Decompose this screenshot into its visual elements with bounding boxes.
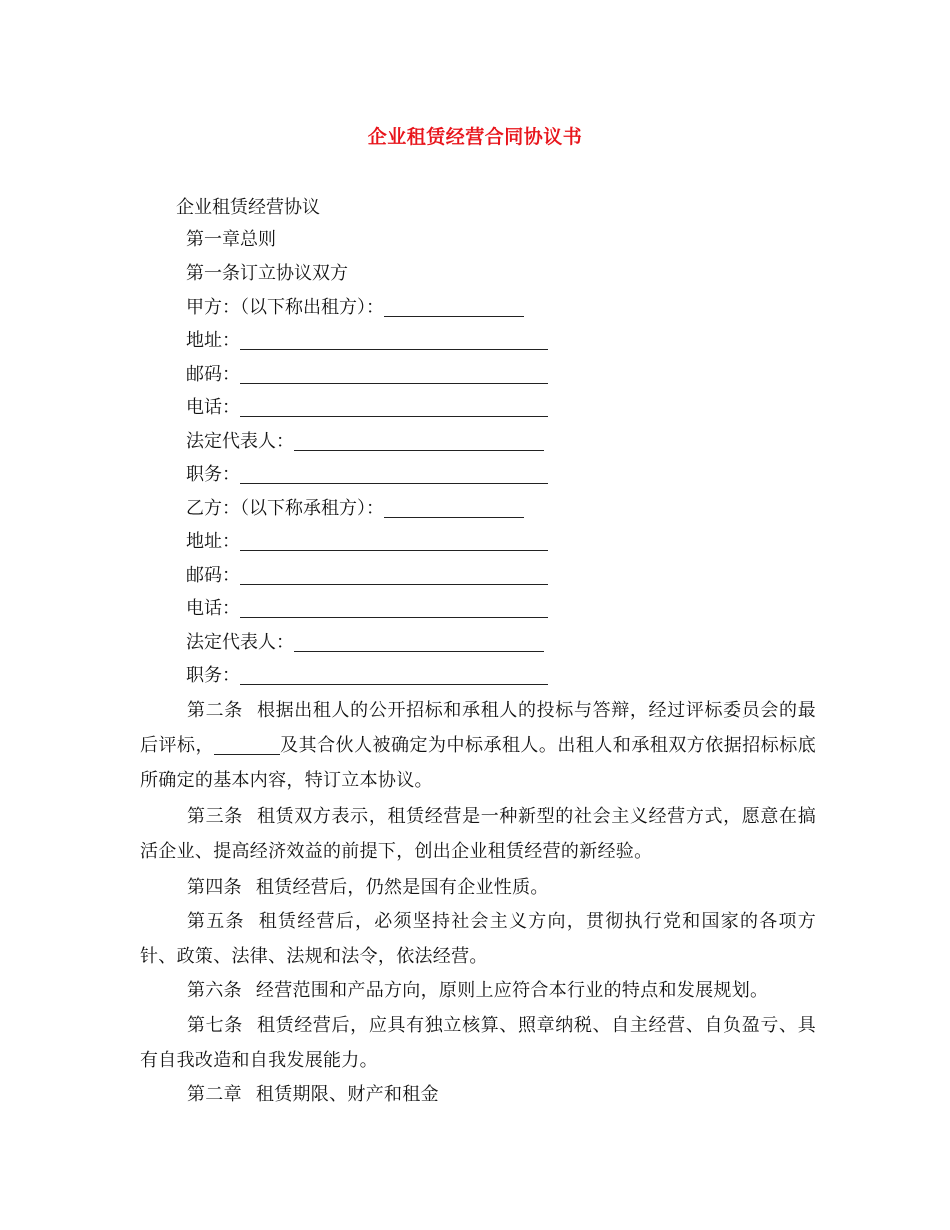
article-3-text: 租赁双方表示，租赁经营是一种新型的社会主义经营方式，愿意在搞活企业、提高经济效益的前提下，创出企业租赁经营的新经验。 <box>140 806 817 862</box>
article-7-text: 租赁经营后，应具有独立核算、照章纳税、自主经营、自负盈亏、具有自我改造和自我发展能力。 <box>140 1015 817 1071</box>
party-a-legal-rep-label: 法定代表人： <box>186 431 294 452</box>
party-a-position-row <box>186 463 548 487</box>
party-a-address-row <box>186 329 548 353</box>
party-b-label: 乙方：（以下称承租方）： <box>186 498 384 519</box>
party-a-postcode-row <box>186 363 548 387</box>
party-a-phone-row <box>186 396 548 420</box>
party-a-phone-label: 电话： <box>186 397 240 418</box>
party-b-legal-rep-label: 法定代表人： <box>186 632 294 653</box>
article-2-number: 第二条 <box>187 700 243 721</box>
agreement-name: 企业租赁经营协议 <box>176 197 320 218</box>
article-7-number: 第七条 <box>187 1015 243 1036</box>
article-4-number: 第四条 <box>187 877 242 898</box>
party-a-label: 甲方：（以下称出租方）： <box>186 297 384 318</box>
party-b-row <box>186 497 524 521</box>
party-a-postcode-label: 邮码： <box>186 364 240 385</box>
party-b-postcode-label: 邮码： <box>186 565 240 586</box>
party-b-phone-label: 电话： <box>186 598 240 619</box>
chapter-2-number: 第二章 <box>187 1084 242 1105</box>
document-title: 企业租赁经营合同协议书 <box>367 126 583 148</box>
party-b-legal-rep-blank <box>294 632 544 652</box>
party-a-legal-rep-blank <box>294 431 544 451</box>
article-5-text: 租赁经营后，必须坚持社会主义方向，贯彻执行党和国家的各项方针、政策、法律、法规和法令，依法经营。 <box>140 911 816 967</box>
party-a-blank <box>384 297 524 317</box>
article-4-text: 租赁经营后，仍然是国有企业性质。 <box>255 877 549 898</box>
article-2-blank <box>214 736 280 755</box>
party-b-address-blank <box>240 531 548 551</box>
party-a-position-blank <box>240 464 548 484</box>
chapter-1-heading: 第一章总则 <box>186 229 276 250</box>
party-a-address-blank <box>240 330 548 350</box>
chapter-2-text: 租赁期限、财产和租金 <box>255 1084 439 1105</box>
article-3-number: 第三条 <box>187 806 243 827</box>
party-a-phone-blank <box>240 397 548 417</box>
article-1-heading: 第一条订立协议双方 <box>186 263 348 284</box>
article-6-text: 经营范围和产品方向，原则上应符合本行业的特点和发展规划。 <box>255 980 769 1001</box>
article-2 <box>140 693 816 798</box>
article-4 <box>140 870 816 905</box>
party-b-address-row <box>186 530 548 554</box>
article-7 <box>140 1008 816 1078</box>
party-b-blank <box>384 498 524 518</box>
party-b-position-row <box>186 664 548 688</box>
article-6 <box>140 973 816 1008</box>
party-b-postcode-row <box>186 564 548 588</box>
article-5 <box>140 904 816 974</box>
article-2-text-1: 根据出租人的公开招标和承租人的投标与答辩，经过评标委员会的最后评标， <box>140 700 817 756</box>
party-b-phone-row <box>186 597 548 621</box>
party-a-legal-rep-row <box>186 430 544 454</box>
party-b-postcode-blank <box>240 565 548 585</box>
party-a-row <box>186 296 524 320</box>
chapter-2-heading <box>140 1077 816 1112</box>
article-6-number: 第六条 <box>187 980 242 1001</box>
party-b-position-blank <box>240 665 548 685</box>
party-b-legal-rep-row <box>186 631 544 655</box>
article-2-text-2: 及其合伙人被确定为中标承租人。出租人和承租双方依据招标标底所确定的基本内容，特订立本协议。 <box>140 735 817 791</box>
party-a-postcode-blank <box>240 364 548 384</box>
party-a-address-label: 地址： <box>186 330 240 351</box>
party-a-position-label: 职务： <box>186 464 240 485</box>
party-b-address-label: 地址： <box>186 531 240 552</box>
party-b-phone-blank <box>240 598 548 618</box>
party-b-position-label: 职务： <box>186 665 240 686</box>
article-3 <box>140 799 816 869</box>
article-5-number: 第五条 <box>187 911 245 932</box>
